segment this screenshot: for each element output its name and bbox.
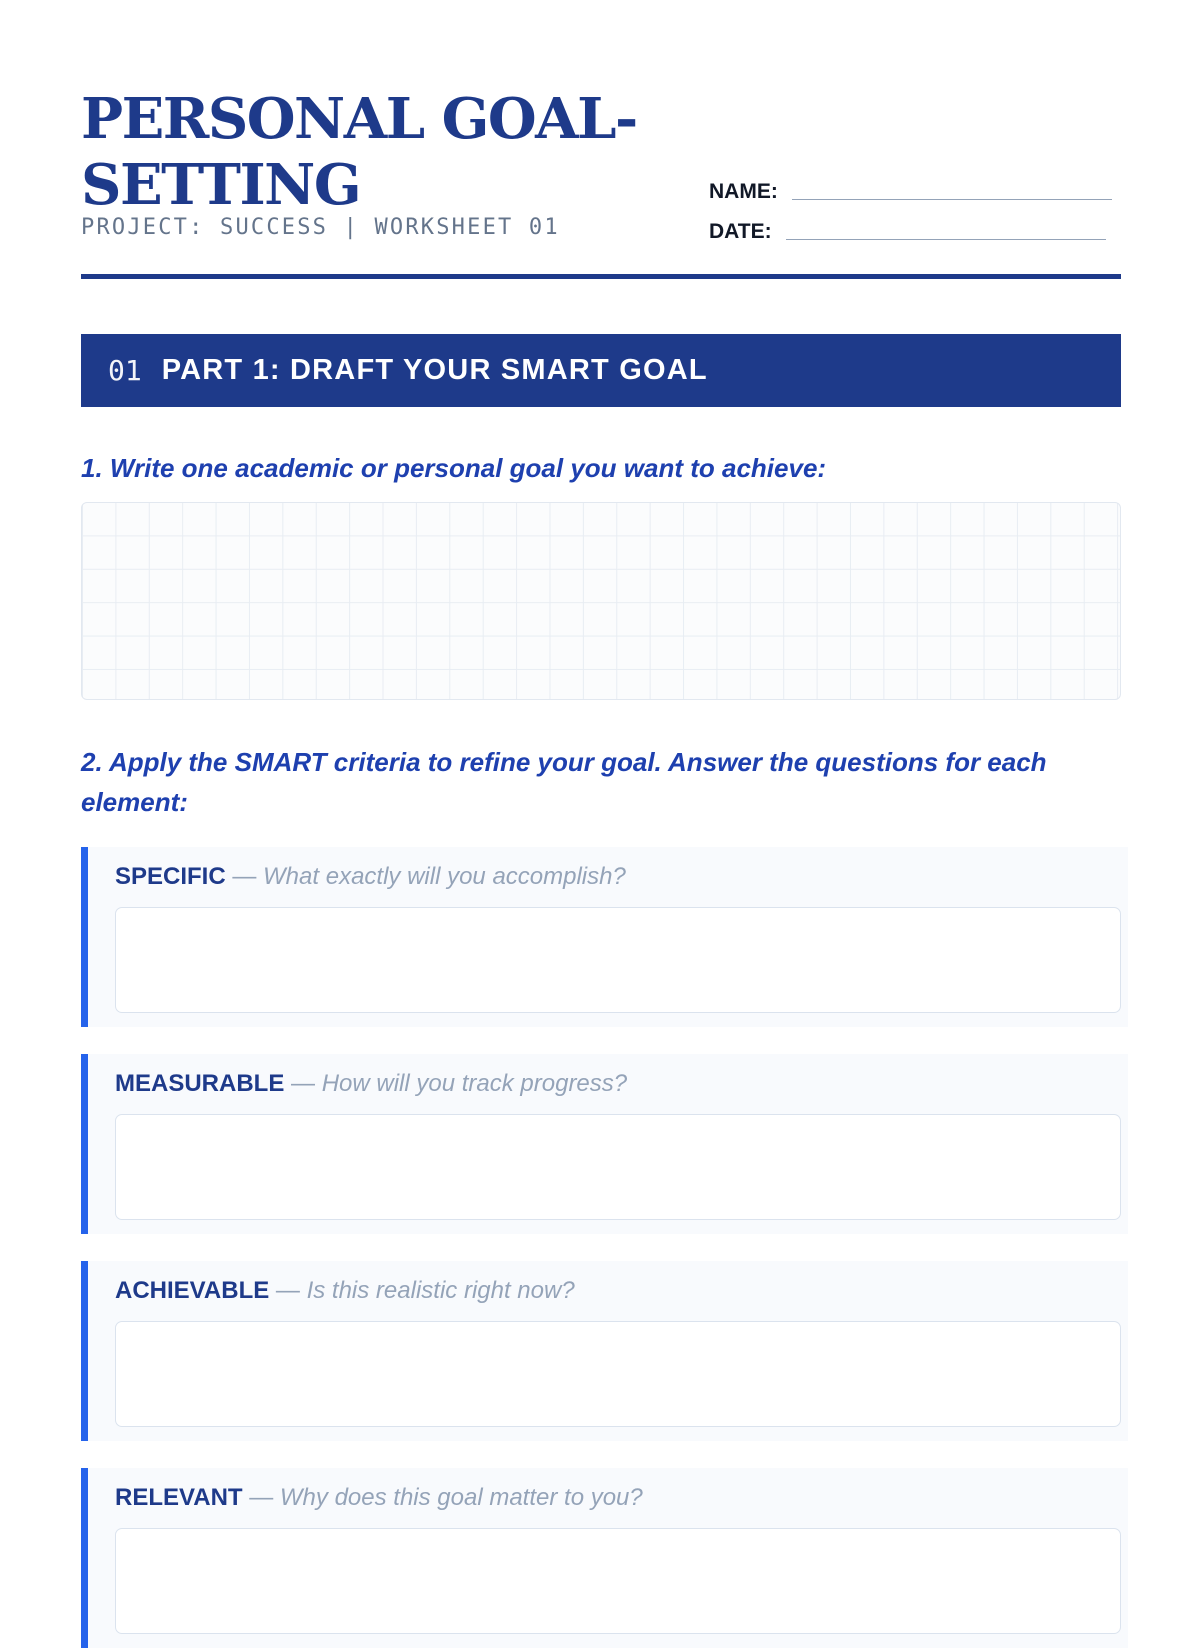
smart-dash: — — [284, 1070, 322, 1097]
section-title: PART 1: DRAFT YOUR SMART GOAL — [161, 354, 708, 386]
name-label: NAME: — [709, 180, 778, 203]
measurable-answer-field[interactable] — [115, 1114, 1121, 1220]
achievable-answer-field[interactable] — [115, 1321, 1121, 1427]
smart-label-row — [115, 1484, 643, 1512]
section-number: 01 — [108, 354, 142, 387]
question-2: 2. Apply the SMART criteria to refine your goal. Answer the questions for each element: — [81, 747, 1047, 817]
name-row — [709, 174, 1112, 204]
smart-label-row — [115, 863, 626, 891]
specific-answer-field[interactable] — [115, 907, 1121, 1013]
date-label: DATE: — [709, 220, 772, 243]
smart-dash: — — [242, 1484, 280, 1511]
worksheet-page — [81, 0, 1121, 1600]
smart-prompt: Is this realistic right now? — [306, 1277, 575, 1304]
smart-item-specific — [81, 847, 1128, 1027]
smart-dash: — — [225, 863, 264, 890]
date-field[interactable] — [786, 239, 1106, 240]
smart-item-relevant — [81, 1468, 1128, 1648]
worksheet-subtitle: PROJECT: SUCCESS | WORKSHEET 01 — [81, 215, 560, 240]
smart-prompt: How will you track progress? — [321, 1070, 628, 1097]
smart-key: RELEVANT — [115, 1484, 243, 1511]
question-1: 1. Write one academic or personal goal you want to achieve: — [81, 453, 827, 483]
smart-prompt: Why does this goal matter to you? — [279, 1484, 643, 1511]
smart-key: SPECIFIC — [115, 863, 226, 890]
smart-key: ACHIEVABLE — [115, 1277, 270, 1304]
relevant-answer-field[interactable] — [115, 1528, 1121, 1634]
section-header — [81, 334, 1121, 407]
page-title: PERSONAL GOAL-SETTING — [81, 86, 637, 218]
goal-grid-answer-area[interactable] — [81, 502, 1121, 700]
smart-item-achievable — [81, 1261, 1128, 1441]
name-field[interactable] — [792, 199, 1112, 200]
smart-item-measurable — [81, 1054, 1128, 1234]
smart-label-row — [115, 1277, 575, 1305]
smart-label-row — [115, 1070, 627, 1098]
header-divider — [81, 274, 1121, 279]
smart-key: MEASURABLE — [115, 1070, 285, 1097]
smart-dash: — — [269, 1277, 307, 1304]
smart-prompt: What exactly will you accomplish? — [263, 863, 626, 890]
date-row — [709, 214, 1106, 244]
